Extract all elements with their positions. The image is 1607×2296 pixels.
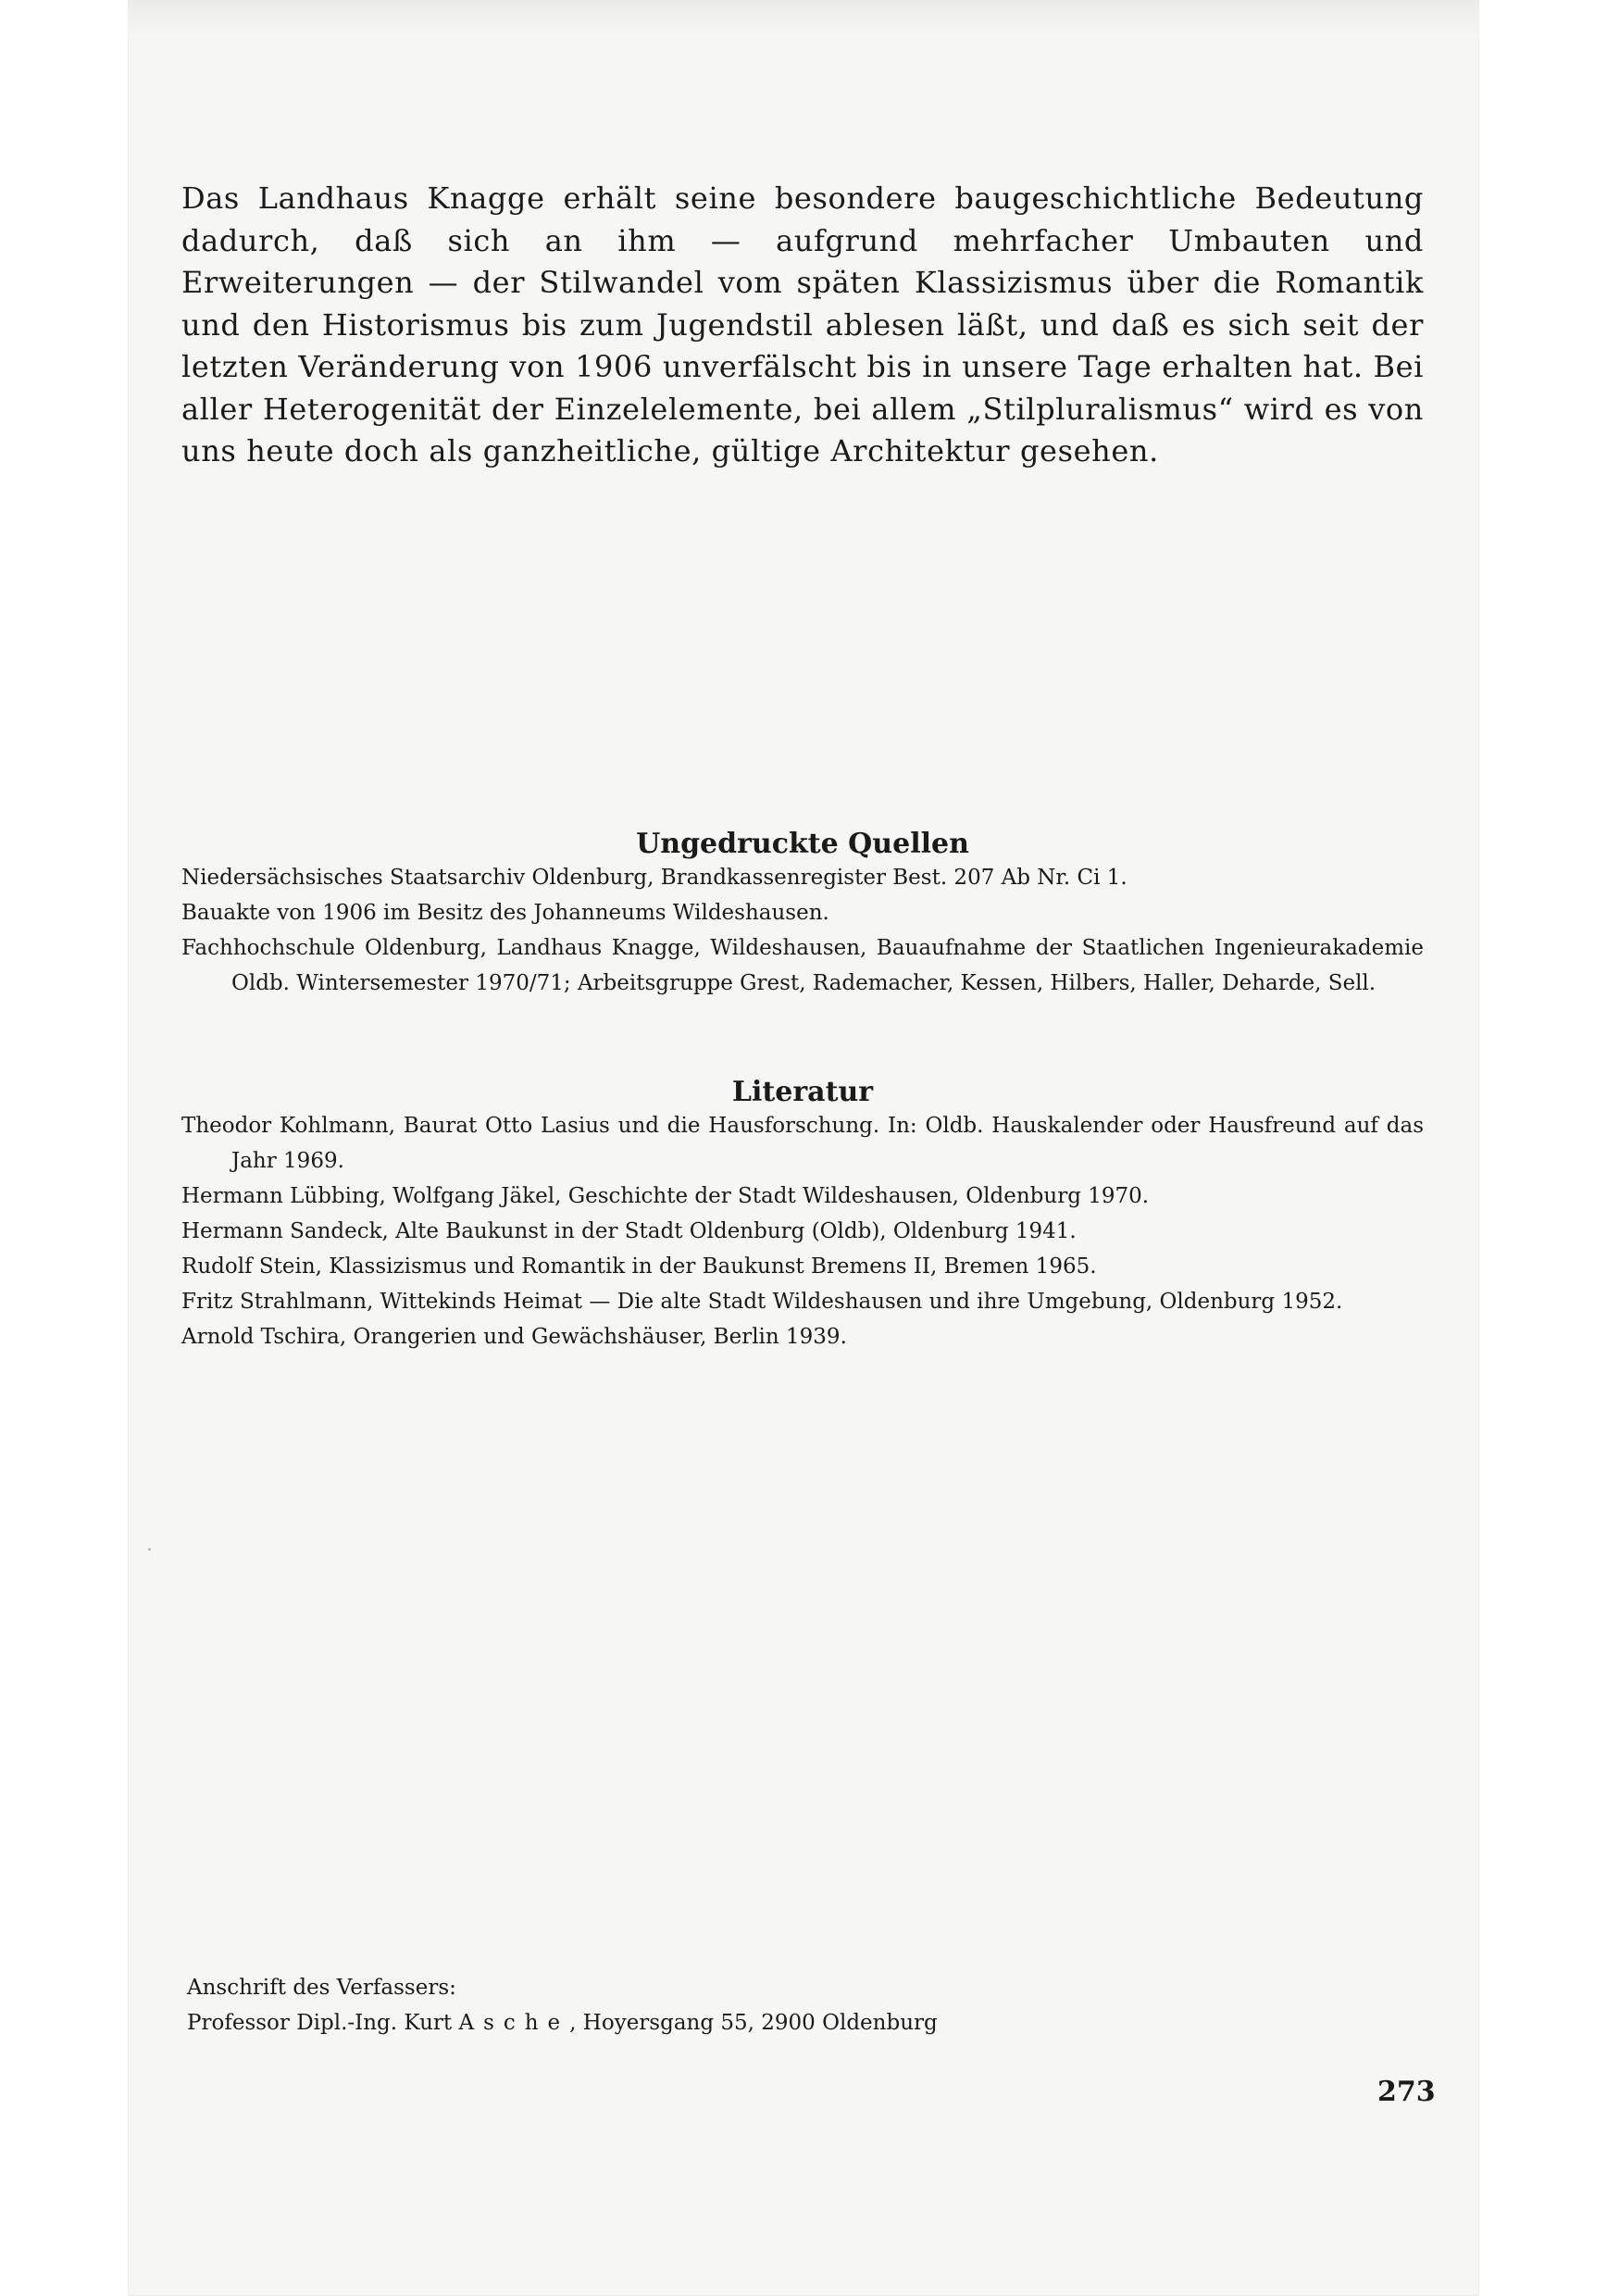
sources-heading: Ungedruckte Quellen [636, 828, 969, 860]
address-line [187, 2005, 1429, 2040]
author-address [187, 1970, 1429, 2040]
literature-item: Rudolf Stein, Klassizismus und Romantik in der Baukunst Bremens II, Bremen 1965. [181, 1254, 1097, 1279]
author-name: Asche [458, 2011, 570, 2035]
literature-item: Hermann Sandeck, Alte Baukunst in der Stadt Oldenburg (Oldb), Oldenburg 1941. [181, 1219, 1077, 1243]
scan-speck [148, 1548, 151, 1551]
sources-list [181, 860, 1424, 1001]
address-prefix: Professor Dipl.-Ing. Kurt [187, 2011, 453, 2035]
source-item: Fachhochschule Oldenburg, Landhaus Knagge, Wildeshausen, Bauaufnahme der Staatlichen Ingenieurakademie Oldb. Wintersemester 1970/71; Arbeitsgruppe Grest, Rademacher, Kessen, Hilbers, Haller, Deharde, Sell. [181, 936, 1424, 995]
page-top-shadow [128, 0, 1479, 37]
address-label: Anschrift des Verfassers: [187, 1976, 456, 2000]
literature-heading: Literatur [731, 1076, 874, 1108]
intro-paragraph: Das Landhaus Knagge erhält seine besondere baugeschichtliche Bedeutung dadurch, daß sich an ihm — aufgrund mehrfacher Umbauten und Erweiterungen — der Stilwandel vom späten Klassizismus über die Romantik und den Historismus bis zum Jugendstil ablesen läßt, und daß es sich seit der letzten Veränderung von 1906 unverfälscht bis in unsere Tage erhalten hat. Bei aller Heterogenität der Einzelelemente, bei allem „Stilpluralismus“ wird es von uns heute doch als ganzheitliche, gültige Architektur gesehen. [181, 181, 1424, 468]
address-suffix: , Hoyersgang 55, 2900 Oldenburg [569, 2011, 938, 2035]
literature-item: Fritz Strahlmann, Wittekinds Heimat — Die alte Stadt Wildeshausen und ihre Umgebung, Oldenburg 1952. [181, 1290, 1343, 1314]
source-item: Bauakte von 1906 im Besitz des Johanneums Wildeshausen. [181, 901, 829, 925]
unpublished-sources-section [181, 828, 1424, 1001]
intro-section [181, 178, 1424, 473]
page-number: 273 [1377, 2076, 1436, 2108]
literature-item: Theodor Kohlmann, Baurat Otto Lasius und die Hausforschung. In: Oldb. Hauskalender oder Hausfreund auf das Jahr 1969. [181, 1114, 1424, 1173]
literature-section [181, 1076, 1424, 1354]
source-item: Niedersächsisches Staatsarchiv Oldenburg, Brandkassenregister Best. 207 Ab Nr. Ci 1. [181, 866, 1127, 890]
literature-item: Hermann Lübbing, Wolfgang Jäkel, Geschichte der Stadt Wildeshausen, Oldenburg 1970. [181, 1184, 1150, 1208]
literature-list [181, 1108, 1424, 1354]
literature-item: Arnold Tschira, Orangerien und Gewächshäuser, Berlin 1939. [181, 1325, 847, 1349]
